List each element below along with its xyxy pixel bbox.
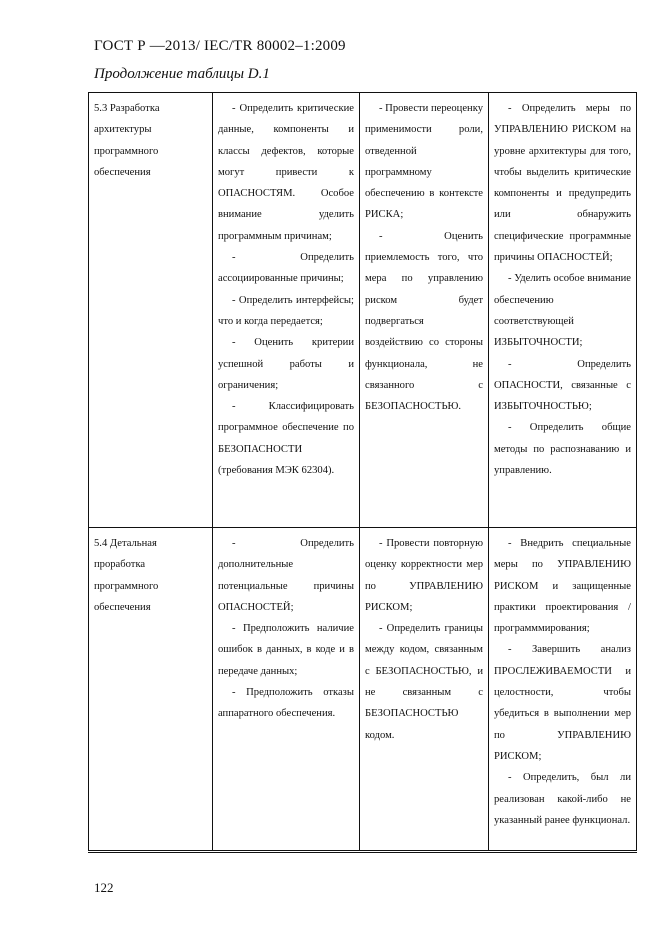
document-header: ГОСТ Р —2013/ IEC/TR 80002–1:2009 (94, 38, 346, 54)
cell-paragraph: - Оценить приемлемость того, что мера по управлению риском будет подвергаться воздействию со стороны функционала, не связанного с БЕЗОПАСНОСТЬЮ. (365, 230, 483, 413)
cell-paragraph: - Определить ОПАСНОСТИ, связанные с ИЗБЫТОЧНОСТЬЮ; (494, 358, 631, 413)
cell-paragraph: - Определить интерфейсы; что и когда передается; (218, 294, 354, 327)
cell-paragraph: - Внедрить специальные меры по УПРАВЛЕНИЮ РИСКОМ и защищенные практики проектирования / программмирования; (494, 538, 631, 635)
cell-paragraph: - Уделить особое внимание обеспечению соответствующей ИЗБЫТОЧНОСТИ; (494, 273, 631, 349)
stage-cell: 5.4 Детальная проработка программного обеспечения (89, 528, 213, 852)
cell-paragraph: - Провести переоценку применимости роли, отведенной программному обеспечению в контексте РИСКА; (365, 103, 483, 221)
measures-cell (489, 528, 637, 852)
causes-cell (213, 528, 360, 852)
evaluation-cell (360, 528, 489, 852)
cell-paragraph: - Завершить анализ ПРОСЛЕЖИВАЕМОСТИ и целостности, чтобы убедиться в выполнении мер по УПРАВЛЕНИЮ РИСКОМ; (494, 644, 631, 762)
cell-paragraph: - Провести повторную оценку корректности мер по УПРАВЛЕНИЮ РИСКОМ; (365, 538, 483, 613)
cell-paragraph: - Предположить наличие ошибок в данных, в коде и в передаче данных; (218, 623, 354, 677)
table-row (89, 93, 637, 528)
cell-paragraph: - Определить дополнительные потенциальные причины ОПАСНОСТЕЙ; (218, 538, 354, 613)
cell-paragraph: - Определить критические данные, компоненты и классы дефектов, которые могут привести к ОПАСНОСТЯМ. Особое внимание уделить программным причинам; (218, 103, 354, 242)
cell-paragraph: - Определить меры по УПРАВЛЕНИЮ РИСКОМ на уровне архитектуры для того, чтобы выделить критические компоненты и предупредить или обнаружить специфические программные причины ОПАСНОСТЕЙ; (494, 103, 631, 264)
cell-paragraph: - Определить ассоциированные причины; (218, 252, 354, 285)
table-row (89, 528, 637, 852)
causes-cell (213, 93, 360, 528)
stage-cell: 5.3 Разработка архитектуры программного обеспечения (89, 93, 213, 528)
table-continuation-caption: Продолжение таблицы D.1 (94, 66, 270, 82)
cell-paragraph: - Предположить отказы аппаратного обеспечения. (218, 687, 354, 720)
evaluation-cell (360, 93, 489, 528)
cell-paragraph: - Оценить критерии успешной работы и ограничения; (218, 337, 354, 391)
cell-paragraph: - Определить, был ли реализован какой-либо не указанный ранее функционал. (494, 772, 631, 826)
cell-paragraph: - Определить общие методы по распознаванию и управлению. (494, 422, 631, 477)
cell-paragraph: - Определить границы между кодом, связанным с БЕЗОПАСНОСТЬЮ, и не связанным с БЕЗОПАСНОСТЬЮ кодом. (365, 623, 483, 741)
page-number: 122 (94, 880, 114, 895)
cell-paragraph: - Классифицировать программное обеспечение по БЕЗОПАСНОСТИ (требования МЭК 62304). (218, 401, 354, 477)
measures-cell (489, 93, 637, 528)
hazard-analysis-table (88, 92, 637, 853)
